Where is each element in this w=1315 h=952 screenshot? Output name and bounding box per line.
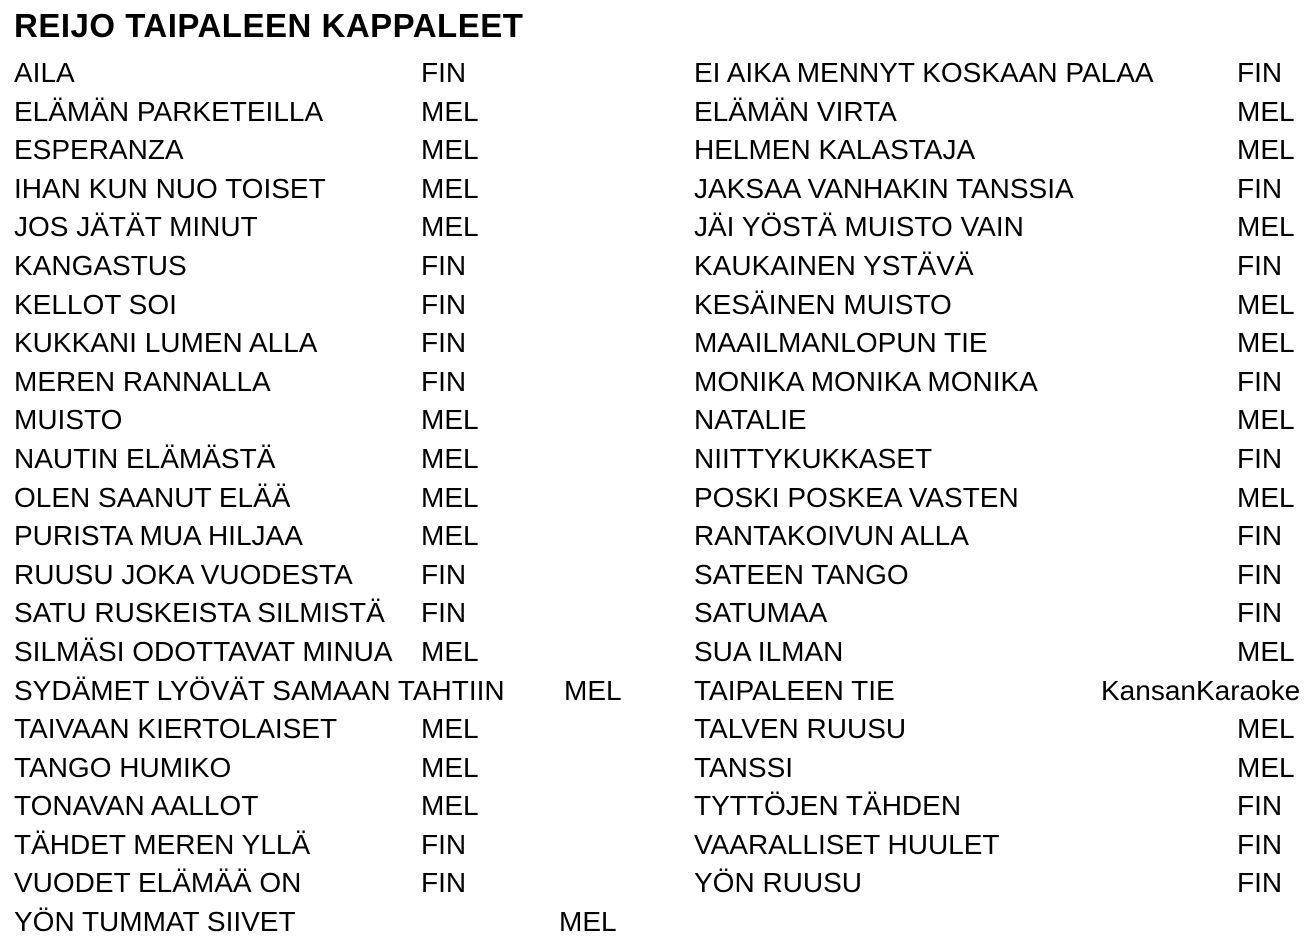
song-title: YÖN TUMMAT SIIVET <box>14 906 296 938</box>
song-title: OLEN SAANUT ELÄÄ <box>14 481 291 513</box>
song-code: MEL <box>1237 481 1295 513</box>
song-code: FIN <box>421 288 467 320</box>
song-title: SATU RUSKEISTA SILMISTÄ <box>14 597 385 629</box>
song-row <box>694 93 1314 132</box>
song-title: KUKKANI LUMEN ALLA <box>14 327 318 359</box>
song-row <box>14 787 674 826</box>
song-title: TÄHDET MEREN YLLÄ <box>14 828 311 860</box>
song-code: FIN <box>1237 249 1283 281</box>
song-row <box>14 826 674 865</box>
song-row <box>14 401 674 440</box>
song-row <box>14 170 674 209</box>
song-code: MEL <box>421 95 479 127</box>
song-row <box>14 440 674 479</box>
song-title: JOS JÄTÄT MINUT <box>14 211 258 243</box>
song-row <box>14 479 674 518</box>
song-code: MEL <box>421 713 479 745</box>
song-list-right <box>694 54 1314 903</box>
song-code: MEL <box>1237 288 1295 320</box>
song-row <box>14 286 674 325</box>
song-code: MEL <box>1237 404 1295 436</box>
song-row <box>14 556 674 595</box>
song-row <box>694 826 1314 865</box>
song-row <box>694 401 1314 440</box>
song-row <box>14 93 674 132</box>
song-title: TYTTÖJEN TÄHDEN <box>694 790 962 822</box>
song-title: YÖN RUUSU <box>694 867 863 899</box>
song-code: MEL <box>421 481 479 513</box>
song-title: MUISTO <box>14 404 123 436</box>
song-row <box>694 787 1314 826</box>
song-title: POSKI POSKEA VASTEN <box>694 481 1019 513</box>
song-code: FIN <box>421 867 467 899</box>
song-code: MEL <box>1237 95 1295 127</box>
song-title: IHAN KUN NUO TOISET <box>14 172 326 204</box>
song-title: ELÄMÄN PARKETEILLA <box>14 95 324 127</box>
song-code: MEL <box>421 751 479 783</box>
song-code: MEL <box>421 635 479 667</box>
song-code: FIN <box>1237 597 1283 629</box>
song-title: AILA <box>14 57 75 88</box>
song-code: FIN <box>421 365 467 397</box>
song-code: FIN <box>421 57 467 88</box>
song-row <box>694 170 1314 209</box>
song-row <box>14 363 674 402</box>
song-row <box>14 54 674 93</box>
song-code: MEL <box>421 172 479 204</box>
song-title: ELÄMÄN VIRTA <box>694 95 897 127</box>
song-row <box>14 864 674 903</box>
song-row <box>694 247 1314 286</box>
song-title: EI AIKA MENNYT KOSKAAN PALAA <box>694 57 1154 88</box>
song-row <box>694 556 1314 595</box>
song-title: NATALIE <box>694 404 807 436</box>
song-title: SATEEN TANGO <box>694 558 909 590</box>
song-code: MEL <box>564 674 622 706</box>
song-code: FIN <box>1237 867 1283 899</box>
song-row <box>694 633 1314 672</box>
song-code: FIN <box>421 249 467 281</box>
song-code: FIN <box>1237 442 1283 474</box>
song-title: TANSSI <box>694 751 794 783</box>
song-row <box>694 54 1314 93</box>
song-row <box>694 672 1314 711</box>
song-row <box>694 440 1314 479</box>
song-row <box>694 864 1314 903</box>
song-code: MEL <box>1237 211 1295 243</box>
song-code: MEL <box>1237 751 1295 783</box>
song-code: FIN <box>1237 558 1283 590</box>
song-code: FIN <box>421 828 467 860</box>
song-row <box>14 131 674 170</box>
song-list-left <box>14 54 674 942</box>
song-title: SUA ILMAN <box>694 635 844 667</box>
song-title: ESPERANZA <box>14 134 184 166</box>
song-code: MEL <box>1237 327 1295 359</box>
song-code: MEL <box>1237 635 1295 667</box>
song-title: TAIVAAN KIERTOLAISET <box>14 713 338 745</box>
song-row <box>14 672 674 711</box>
song-title: TALVEN RUUSU <box>694 713 907 745</box>
song-title: NAUTIN ELÄMÄSTÄ <box>14 442 276 474</box>
song-row <box>14 903 674 942</box>
song-code: MEL <box>421 404 479 436</box>
song-row <box>694 749 1314 788</box>
song-title: MEREN RANNALLA <box>14 365 271 397</box>
song-title: MAAILMANLOPUN TIE <box>694 327 988 359</box>
song-title: NIITTYKUKKASET <box>694 442 933 474</box>
song-code: FIN <box>421 597 467 629</box>
song-title: TAIPALEEN TIE <box>694 674 895 706</box>
song-title: SATUMAA <box>694 597 828 629</box>
song-row <box>14 324 674 363</box>
song-title: PURISTA MUA HILJAA <box>14 520 303 552</box>
song-row <box>694 517 1314 556</box>
song-title: JÄI YÖSTÄ MUISTO VAIN <box>694 211 1024 243</box>
song-row <box>14 710 674 749</box>
song-row <box>694 286 1314 325</box>
song-title: SILMÄSI ODOTTAVAT MINUA <box>14 635 393 667</box>
song-title: SYDÄMET LYÖVÄT SAMAAN TAHTIIN <box>14 674 505 706</box>
song-code: MEL <box>421 211 479 243</box>
song-code: FIN <box>1237 828 1283 860</box>
page-title: REIJO TAIPALEEN KAPPALEET <box>14 7 524 44</box>
song-row <box>694 710 1314 749</box>
song-code: MEL <box>559 906 617 938</box>
song-code: MEL <box>421 134 479 166</box>
song-row <box>14 633 674 672</box>
song-code: FIN <box>1237 365 1283 397</box>
song-title: MONIKA MONIKA MONIKA <box>694 365 1038 397</box>
song-row <box>694 594 1314 633</box>
song-row <box>14 517 674 556</box>
song-title: RANTAKOIVUN ALLA <box>694 520 969 552</box>
song-code: FIN <box>1237 172 1283 204</box>
song-code: FIN <box>1237 790 1283 822</box>
song-row <box>14 594 674 633</box>
song-title: JAKSAA VANHAKIN TANSSIA <box>694 172 1074 204</box>
song-title: TONAVAN AALLOT <box>14 790 259 822</box>
song-code: MEL <box>421 790 479 822</box>
song-code: FIN <box>1237 57 1283 88</box>
song-title: KELLOT SOI <box>14 288 177 320</box>
song-title: HELMEN KALASTAJA <box>694 134 976 166</box>
song-row <box>694 363 1314 402</box>
song-title: KANGASTUS <box>14 249 187 281</box>
song-title: KAUKAINEN YSTÄVÄ <box>694 249 974 281</box>
song-code: FIN <box>421 327 467 359</box>
song-row <box>694 208 1314 247</box>
song-title: RUUSU JOKA VUODESTA <box>14 558 353 590</box>
song-row <box>14 208 674 247</box>
song-code: MEL <box>1237 713 1295 745</box>
song-title: TANGO HUMIKO <box>14 751 232 783</box>
song-code: FIN <box>421 558 467 590</box>
song-code: MEL <box>1237 134 1295 166</box>
song-row <box>14 247 674 286</box>
song-title: VUODET ELÄMÄÄ ON <box>14 867 302 899</box>
song-title: VAARALLISET HUULET <box>694 828 1000 860</box>
song-code: MEL <box>421 442 479 474</box>
song-code: MEL <box>421 520 479 552</box>
song-row <box>694 131 1314 170</box>
song-row <box>694 324 1314 363</box>
song-code: FIN <box>1237 520 1283 552</box>
song-title: KESÄINEN MUISTO <box>694 288 952 320</box>
song-row <box>694 479 1314 518</box>
song-code: KansanKaraoke <box>1101 674 1301 706</box>
song-row <box>14 749 674 788</box>
